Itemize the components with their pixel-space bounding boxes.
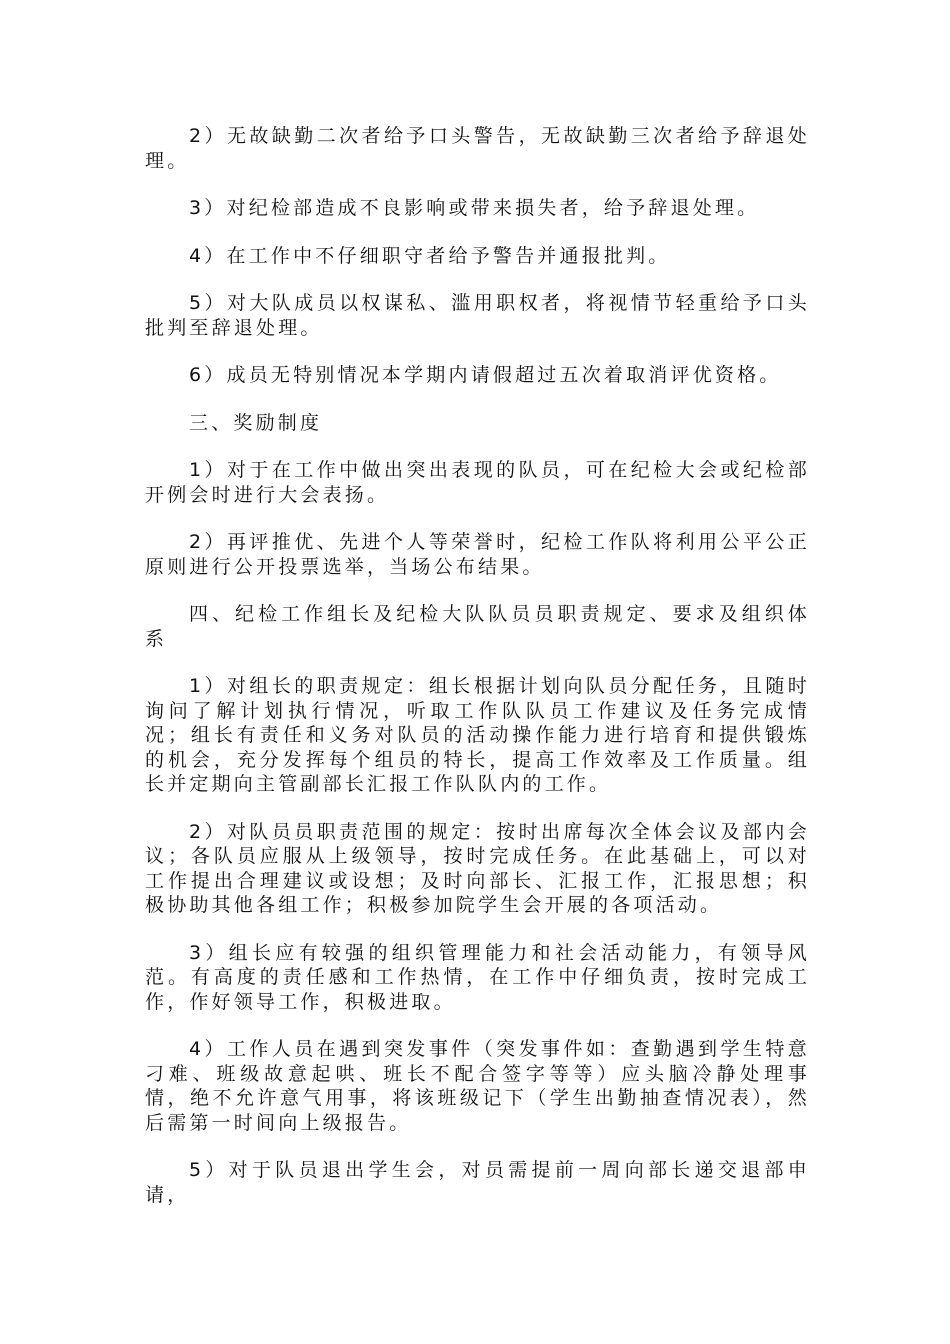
paragraph-reward-praise: 1）对于在工作中做出突出表现的队员，可在纪检大会或纪检部开例会时进行大会表扬。 — [145, 459, 810, 506]
paragraph-leave-limit: 6）成员无特别情况本学期内请假超过五次着取消评优资格。 — [189, 364, 782, 386]
paragraph-bad-influence: 3）对纪检部造成不良影响或带来损失者，给予辞退处理。 — [189, 197, 760, 219]
paragraph-leader-requirements: 3）组长应有较强的组织管理能力和社会活动能力，有领导风范。有高度的责任感和工作热情，在工作中仔细负责，按时完成工作，作好领导工作，积极进取。 — [145, 941, 810, 1013]
paragraph-member-withdrawal: 5）对于队员退出学生会，对员需提前一周向部长递交退部申请， — [145, 1159, 810, 1206]
paragraph-member-duties: 2）对队员员职责范围的规定：按时出席每次全体会议及部内会议；各队员应服从上级领导，按时完成任务。在此基础上，可以对工作提出合理建议或设想；及时向部长、汇报工作，汇报思想；积极协助其他各组工作；积极参加院学生会开展的各项活动。 — [145, 820, 810, 916]
paragraph-emergency-handling: 4）工作人员在遇到突发事件（突发事件如：查勤遇到学生特意刁难、班级故意起哄、班长不配合签字等等）应头脑冷静处理事情，绝不允许意气用事，将该班级记下（学生出勤抽查情况表），然后需第一时间向上级报告。 — [145, 1038, 810, 1134]
section-heading-duties: 四、纪检工作组长及纪检大队队员员职责规定、要求及组织体系 — [145, 603, 810, 650]
paragraph-abuse-of-power: 5）对大队成员以权谋私、滥用职权者，将视情节轻重给予口头批判至辞退处理。 — [145, 292, 810, 339]
paragraph-leader-duties: 1）对组长的职责规定：组长根据计划向队员分配任务，且随时询问了解计划执行情况，听取工作队队员工作建议及任务完成情况；组长有责任和义务对队员的活动操作能力进行培育和提供锻炼的机会，充分发挥每个组员的特长，提高工作效率及工作质量。组长并定期向主管副部长汇报工作队队内的工作。 — [145, 675, 810, 795]
paragraph-careless-work: 4）在工作中不仔细职守者给予警告并通报批判。 — [189, 244, 671, 267]
paragraph-absence-penalty: 2）无故缺勤二次者给予口头警告，无故缺勤三次者给予辞退处理。 — [145, 125, 810, 172]
paragraph-reward-voting: 2）再评推优、先进个人等荣誉时，纪检工作队将利用公平公正原则进行公开投票选举，当场公布结果。 — [145, 531, 810, 578]
document-body — [145, 124, 810, 1230]
section-heading-rewards: 三、奖励制度 — [189, 411, 323, 434]
